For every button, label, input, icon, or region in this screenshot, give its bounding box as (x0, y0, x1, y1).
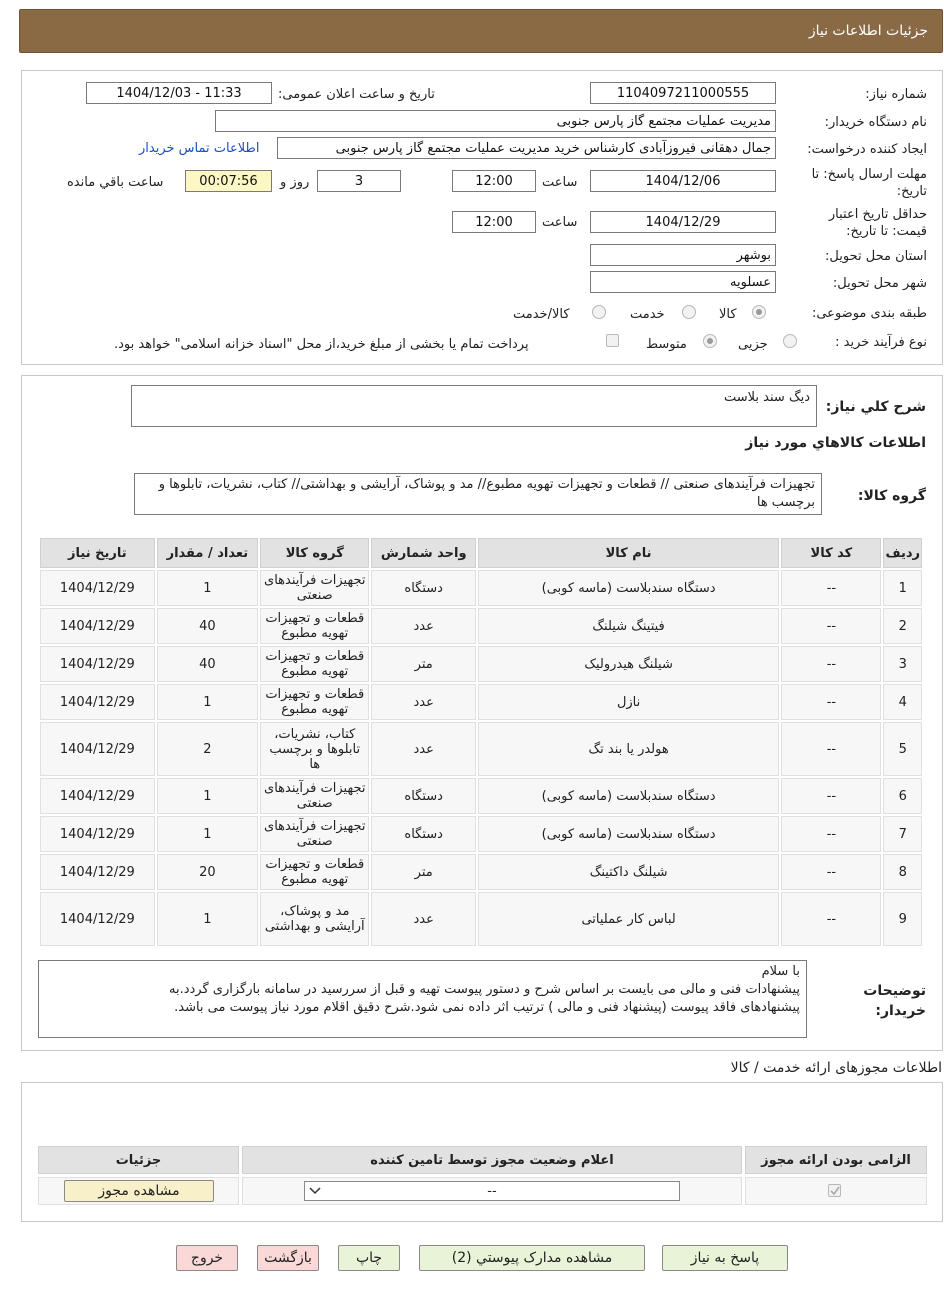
table-header-2: نام کالا (478, 538, 779, 568)
table-cell: متر (371, 854, 475, 890)
table-cell: فیتینگ شیلنگ (478, 608, 779, 644)
group-textarea[interactable] (134, 473, 822, 515)
city-label: شهر محل تحویل: (832, 276, 927, 291)
chevron-down-icon (309, 1187, 321, 1195)
table-cell: متر (371, 646, 475, 682)
table-cell: -- (781, 570, 881, 606)
table-row (40, 854, 922, 890)
table-cell: 1404/12/29 (40, 722, 155, 776)
process-minor-radio[interactable] (783, 334, 797, 348)
print-button[interactable]: چاپ (338, 1245, 400, 1271)
process-label: نوع فرآیند خرید : (835, 335, 927, 350)
deadline-time-label: ساعت (542, 175, 578, 190)
table-row (40, 722, 922, 776)
table-row (40, 608, 922, 644)
table-cell: مد و پوشاک، آرایشی و بهداشتی (260, 892, 369, 946)
announce-label: تاریخ و ساعت اعلان عمومی: (278, 87, 435, 102)
validity-time-field: 12:00 (452, 211, 536, 233)
items-table-wrap (38, 536, 924, 948)
remaining-time-field: 00:07:56 (185, 170, 272, 192)
permit-status-select[interactable] (304, 1181, 680, 1201)
table-cell: 1 (157, 892, 258, 946)
table-cell: 2 (157, 722, 258, 776)
table-row (40, 570, 922, 606)
need-number-field: 1104097211000555 (590, 82, 776, 104)
process-minor-label: جزیی (738, 337, 768, 352)
table-cell: 1 (157, 684, 258, 720)
table-cell: 1 (883, 570, 922, 606)
table-cell: شیلنگ هیدرولیک (478, 646, 779, 682)
summary-textarea[interactable] (131, 385, 817, 427)
permits-header-details: جزئیات (38, 1146, 239, 1174)
deadline-date-field: 1404/12/06 (590, 170, 776, 192)
notes-line-2: پیشنهادات فنی و مالی می بایست بر اساس شرح و دستور پیوست تهیه و قبل از سررسید در سامانه بارگزاری گردد.به (168, 982, 800, 997)
table-cell: 4 (883, 684, 922, 720)
permits-title: اطلاعات مجوزهای ارائه خدمت / کالا (730, 1060, 942, 1076)
category-service-label: خدمت (630, 307, 665, 322)
table-cell: 1 (157, 816, 258, 852)
process-medium-radio[interactable] (703, 334, 717, 348)
buyer-org-field: مدیریت عملیات مجتمع گاز پارس جنوبی (215, 110, 776, 132)
table-cell: 1404/12/29 (40, 608, 155, 644)
announce-field: 1404/12/03 - 11:33 (86, 82, 272, 104)
remaining-label: ساعت باقي مانده (67, 175, 164, 190)
table-cell: 6 (883, 778, 922, 814)
table-header-1: کد کالا (781, 538, 881, 568)
table-cell: قطعات و تجهیزات تهویه مطبوع (260, 646, 369, 682)
view-attachments-button[interactable]: مشاهده مدارک پیوستي (2) (419, 1245, 645, 1271)
city-field: عسلویه (590, 271, 776, 293)
category-goods-label: کالا (719, 307, 737, 322)
notes-textarea[interactable] (38, 960, 807, 1038)
table-cell: قطعات و تجهیزات تهویه مطبوع (260, 854, 369, 890)
category-both-radio[interactable] (592, 305, 606, 319)
payment-note: پرداخت تمام یا بخشی از مبلغ خرید،از محل "اسناد خزانه اسلامی" خواهد بود. (114, 337, 529, 352)
summary-value: دیگ سند بلاست (724, 390, 810, 405)
days-field: 3 (317, 170, 401, 192)
table-header-0: ردیف (883, 538, 922, 568)
table-row (40, 816, 922, 852)
table-cell: هولدر یا بند تگ (478, 722, 779, 776)
table-cell: 3 (883, 646, 922, 682)
check-icon (829, 1185, 840, 1196)
table-cell: 1404/12/29 (40, 892, 155, 946)
table-cell: نازل (478, 684, 779, 720)
permits-header-status: اعلام وضعیت مجوز توسط تامین کننده (242, 1146, 742, 1174)
table-cell: 1 (157, 570, 258, 606)
creator-field: جمال دهقانی فیروزآبادی کارشناس خرید مدیریت عملیات مجتمع گاز پارس جنوبی (277, 137, 776, 159)
permit-required-checkbox[interactable] (828, 1184, 841, 1197)
table-header-4: گروه کالا (260, 538, 369, 568)
table-cell: کتاب، نشریات، تابلوها و برچسب ها (260, 722, 369, 776)
permit-status-value: -- (487, 1183, 497, 1199)
deadline-label: مهلت ارسال پاسخ: تا تاریخ: (811, 167, 927, 199)
table-cell: 2 (883, 608, 922, 644)
table-row (40, 646, 922, 682)
table-cell: دستگاه سندبلاست (ماسه کوبی) (478, 778, 779, 814)
items-title: اطلاعات کالاهاي مورد نیاز (745, 435, 926, 451)
table-cell: قطعات و تجهیزات تهویه مطبوع (260, 684, 369, 720)
table-cell: عدد (371, 608, 475, 644)
table-cell: 20 (157, 854, 258, 890)
table-cell: 8 (883, 854, 922, 890)
deadline-time-field: 12:00 (452, 170, 536, 192)
category-both-label: کالا/خدمت (513, 307, 570, 322)
table-cell: شیلنگ داکتینگ (478, 854, 779, 890)
table-cell: 1404/12/29 (40, 816, 155, 852)
table-row (40, 778, 922, 814)
table-cell: دستگاه (371, 778, 475, 814)
days-label: روز و (280, 175, 310, 190)
group-label: گروه کالا: (857, 488, 926, 504)
table-cell: دستگاه سندبلاست (ماسه کوبی) (478, 816, 779, 852)
table-cell: 40 (157, 646, 258, 682)
view-permit-button[interactable]: مشاهده مجوز (64, 1180, 214, 1202)
need-number-label: شماره نیاز: (865, 87, 927, 102)
table-cell: 5 (883, 722, 922, 776)
table-cell: عدد (371, 892, 475, 946)
category-label: طبقه بندی موضوعی: (811, 306, 927, 321)
table-cell: -- (781, 892, 881, 946)
process-medium-label: متوسط (646, 337, 687, 352)
table-cell: -- (781, 684, 881, 720)
table-cell: 7 (883, 816, 922, 852)
table-cell: -- (781, 778, 881, 814)
table-row (40, 684, 922, 720)
exit-button[interactable]: خروج (176, 1245, 238, 1271)
items-table (38, 536, 924, 948)
table-cell: -- (781, 854, 881, 890)
buyer-org-label: نام دستگاه خریدار: (824, 115, 927, 130)
table-cell: عدد (371, 684, 475, 720)
group-value: تجهیزات فرآیندهای صنعتی // قطعات و تجهیزات تهویه مطبوع// مد و پوشاک، آرایشی و بهداشتی// کتاب، نشریات، تابلوها و برچسب ها (158, 477, 815, 510)
reply-button[interactable]: پاسخ به نیاز (662, 1245, 788, 1271)
contact-buyer-link[interactable]: اطلاعات تماس خریدار (139, 141, 260, 156)
treasury-checkbox[interactable] (606, 334, 619, 347)
table-cell: تجهیزات فرآیندهای صنعتی (260, 778, 369, 814)
category-service-radio[interactable] (682, 305, 696, 319)
validity-label: حداقل تاریخ اعتبار قیمت: تا تاریخ: (828, 207, 927, 239)
page-title: جزئیات اطلاعات نیاز (808, 23, 928, 39)
table-cell: -- (781, 816, 881, 852)
table-cell: -- (781, 608, 881, 644)
table-header-3: واحد شمارش (371, 538, 475, 568)
category-goods-radio[interactable] (752, 305, 766, 319)
table-cell: 9 (883, 892, 922, 946)
table-cell: 1404/12/29 (40, 646, 155, 682)
table-cell: لباس کار عملیاتی (478, 892, 779, 946)
permits-header-required: الزامی بودن ارائه مجوز (745, 1146, 927, 1174)
table-header-5: تعداد / مقدار (157, 538, 258, 568)
table-cell: دستگاه (371, 816, 475, 852)
table-cell: 1404/12/29 (40, 854, 155, 890)
back-button[interactable]: بازگشت (257, 1245, 319, 1271)
notes-line-1: با سلام (761, 964, 800, 979)
page-header (19, 9, 943, 53)
province-field: بوشهر (590, 244, 776, 266)
table-row (40, 892, 922, 946)
table-cell: 1404/12/29 (40, 778, 155, 814)
creator-label: ایجاد کننده درخواست: (807, 142, 927, 157)
table-cell: عدد (371, 722, 475, 776)
table-cell: 1 (157, 778, 258, 814)
table-cell: 1404/12/29 (40, 570, 155, 606)
table-cell: -- (781, 722, 881, 776)
table-cell: 1404/12/29 (40, 684, 155, 720)
notes-label: توضیحات خریدار: (863, 983, 926, 1019)
table-cell: 40 (157, 608, 258, 644)
province-label: استان محل تحویل: (825, 249, 927, 264)
table-cell: قطعات و تجهیزات تهویه مطبوع (260, 608, 369, 644)
notes-line-3: پیشنهادهای فاقد پیوست (پیشنهاد فنی و مالی ) ترتیب اثر داده نمی شود.شرح دقیق اقلام مورد نیاز پیوست می باشد. (174, 1000, 800, 1015)
table-cell: دستگاه سندبلاست (ماسه کوبی) (478, 570, 779, 606)
table-cell: دستگاه (371, 570, 475, 606)
summary-label: شرح کلي نیاز: (825, 399, 926, 415)
validity-date-field: 1404/12/29 (590, 211, 776, 233)
validity-time-label: ساعت (542, 215, 578, 230)
table-cell: تجهیزات فرآیندهای صنعتی (260, 816, 369, 852)
table-cell: تجهیزات فرآیندهای صنعتی (260, 570, 369, 606)
table-header-6: تاریخ نیاز (40, 538, 155, 568)
table-cell: -- (781, 646, 881, 682)
